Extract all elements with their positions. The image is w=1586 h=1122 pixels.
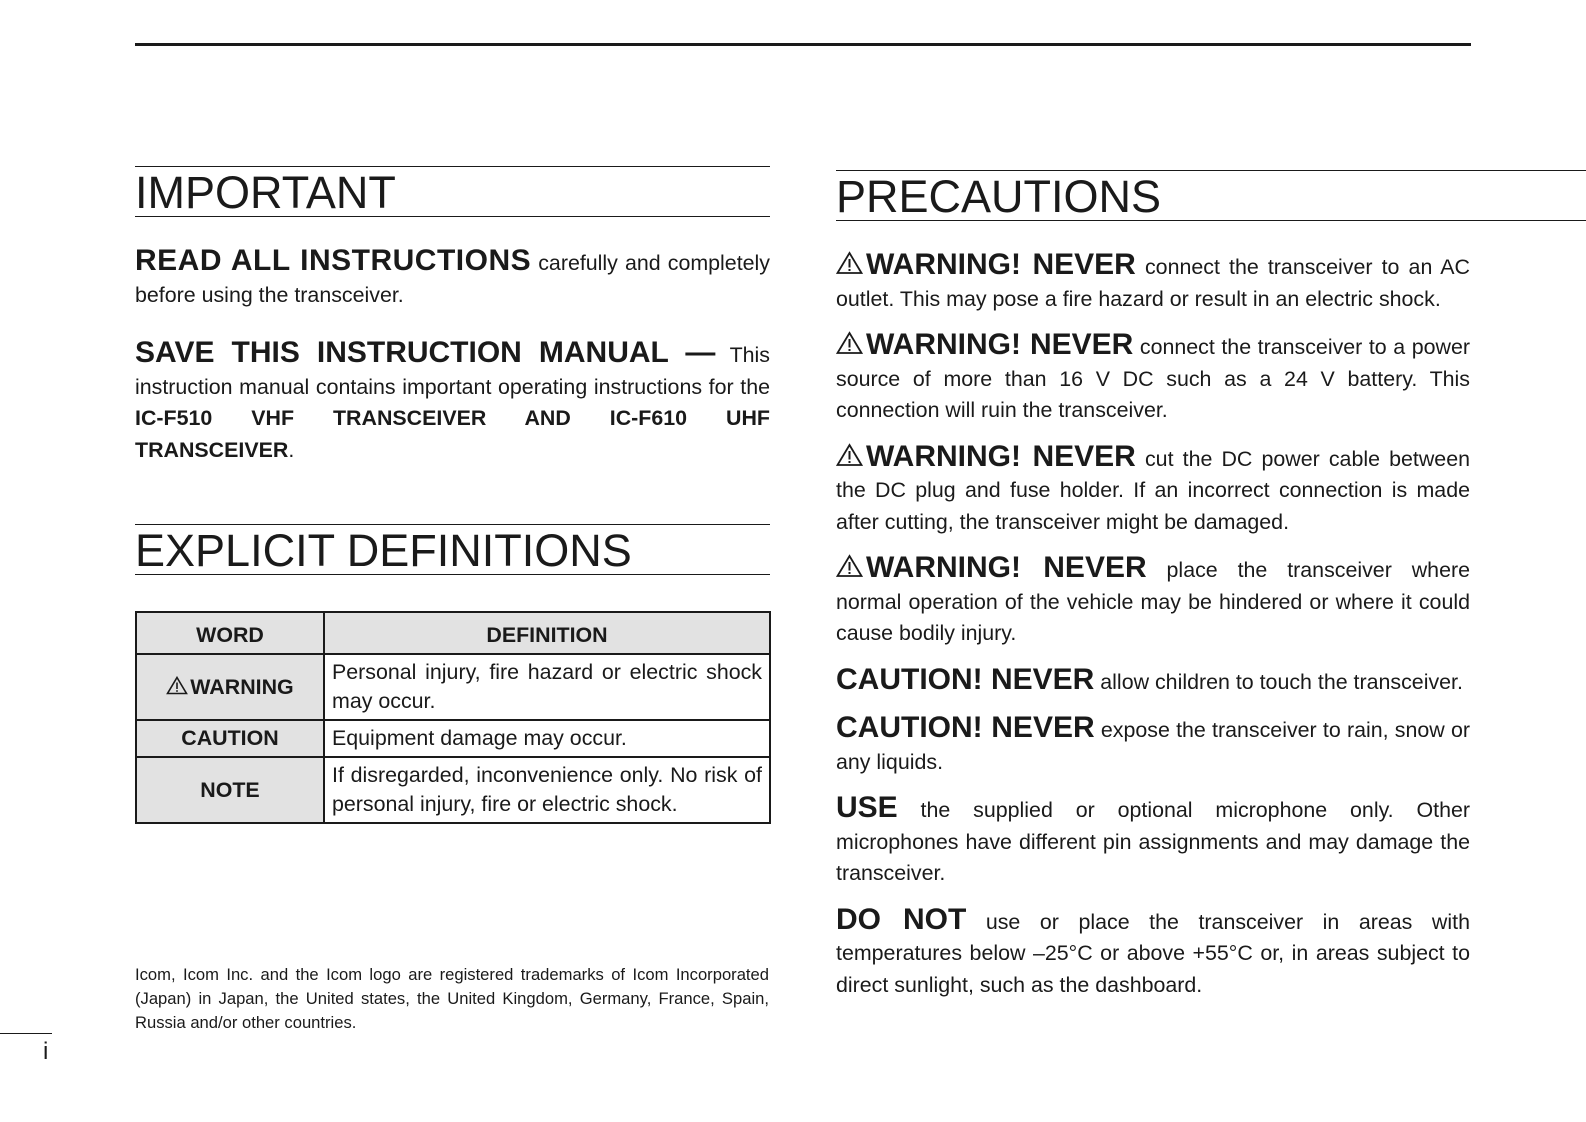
precaution-item <box>836 664 1470 699</box>
save-manual-text: This instruction manual contains important operating instructions for the <box>135 343 771 399</box>
precaution-item <box>836 904 1470 1002</box>
read-instructions-paragraph <box>135 245 770 311</box>
right-column <box>836 170 1470 1001</box>
warning-triangle-icon <box>836 331 863 355</box>
word-caution: CAUTION <box>136 720 324 757</box>
precaution-lead: CAUTION! NEVER <box>836 711 1095 744</box>
precaution-item <box>836 552 1470 650</box>
definition-cell: Equipment damage may occur. <box>324 720 770 757</box>
precaution-item <box>836 249 1470 315</box>
precaution-lead: WARNING! NEVER <box>866 439 1136 473</box>
word-note: NOTE <box>136 757 324 823</box>
definition-cell: Personal injury, fire hazard or electric shock may occur. <box>324 654 770 720</box>
read-instructions-lead: READ ALL INSTRUCTIONS <box>135 244 532 277</box>
precaution-text: use or place the transceiver in areas with temperatures below –25°C or above +55°C or, in areas subject to direct sunlight, such as the dashboard. <box>836 909 1470 997</box>
precaution-lead: WARNING! NEVER <box>866 248 1136 281</box>
precaution-item <box>836 441 1470 539</box>
precaution-text: expose the transceiver to rain, snow or any liquids. <box>836 718 1470 774</box>
read-instructions-text: carefully and completely before using the transceiver. <box>135 251 770 307</box>
precaution-text: allow children to touch the transceiver. <box>1094 669 1463 694</box>
definition-column-header: DEFINITION <box>324 612 770 654</box>
precaution-item <box>836 712 1470 778</box>
save-manual-lead: SAVE THIS INSTRUCTION MANUAL — <box>135 336 716 369</box>
important-heading: IMPORTANT <box>135 166 770 217</box>
precaution-text: connect the transceiver to an AC outlet. This may pose a fire hazard or result in an electric shock. <box>836 255 1470 311</box>
precautions-heading: PRECAUTIONS <box>836 170 1586 221</box>
top-rule <box>135 43 1471 46</box>
precaution-lead: WARNING! NEVER <box>866 551 1147 584</box>
warning-triangle-icon <box>836 443 863 467</box>
table-row <box>136 757 770 823</box>
trademark-notice: Icom, Icom Inc. and the Icom logo are registered trademarks of Icom Incorporated (Japan) in Japan, the United states, the United Kingdom, Germany, France, Spain, Russia and/or other countries. <box>135 965 769 1032</box>
definition-cell: If disregarded, inconvenience only. No risk of personal injury, fire or electric shock. <box>324 757 770 823</box>
word-cell <box>136 654 324 720</box>
left-column <box>135 166 770 824</box>
precaution-lead: CAUTION! NEVER <box>836 662 1095 696</box>
explicit-definitions-heading: EXPLICIT DEFINITIONS <box>135 524 770 575</box>
page-number: i <box>43 1038 49 1065</box>
precaution-item <box>836 329 1470 427</box>
precaution-lead: USE <box>836 791 898 824</box>
word-column-header: WORD <box>136 612 324 654</box>
precaution-lead: WARNING! NEVER <box>866 328 1134 361</box>
save-manual-paragraph <box>135 337 770 466</box>
precaution-text: connect the transceiver to a power source of more than 16 V DC such as a 24 V battery. This connection will ruin the transceiver. <box>836 335 1470 422</box>
precaution-text: place the transceiver where normal operation of the vehicle may be hindered or where it could cause bodily injury. <box>836 558 1470 645</box>
table-row <box>136 654 770 720</box>
precaution-item <box>836 792 1470 890</box>
warning-triangle-icon <box>836 251 863 275</box>
precaution-lead: DO NOT <box>836 902 967 936</box>
warning-triangle-icon <box>166 676 188 695</box>
table-row <box>136 720 770 757</box>
definitions-table <box>135 611 771 824</box>
table-header-row <box>136 612 770 654</box>
precaution-text: the supplied or optional microphone only. Other microphones have different pin assignments and may damage the transceiver. <box>836 798 1470 885</box>
precaution-text: cut the DC power cable between the DC plug and fuse holder. If an incorrect connection is made after cutting, the transceiver might be damaged. <box>836 446 1470 534</box>
page-number-rule <box>0 1033 52 1034</box>
word-warning: WARNING <box>190 674 294 699</box>
save-manual-end: . <box>288 437 295 462</box>
warning-triangle-icon <box>836 554 863 578</box>
model-name: IC-F510 VHF TRANSCEIVER AND IC-F610 UHF TRANSCEIVER <box>135 406 770 462</box>
